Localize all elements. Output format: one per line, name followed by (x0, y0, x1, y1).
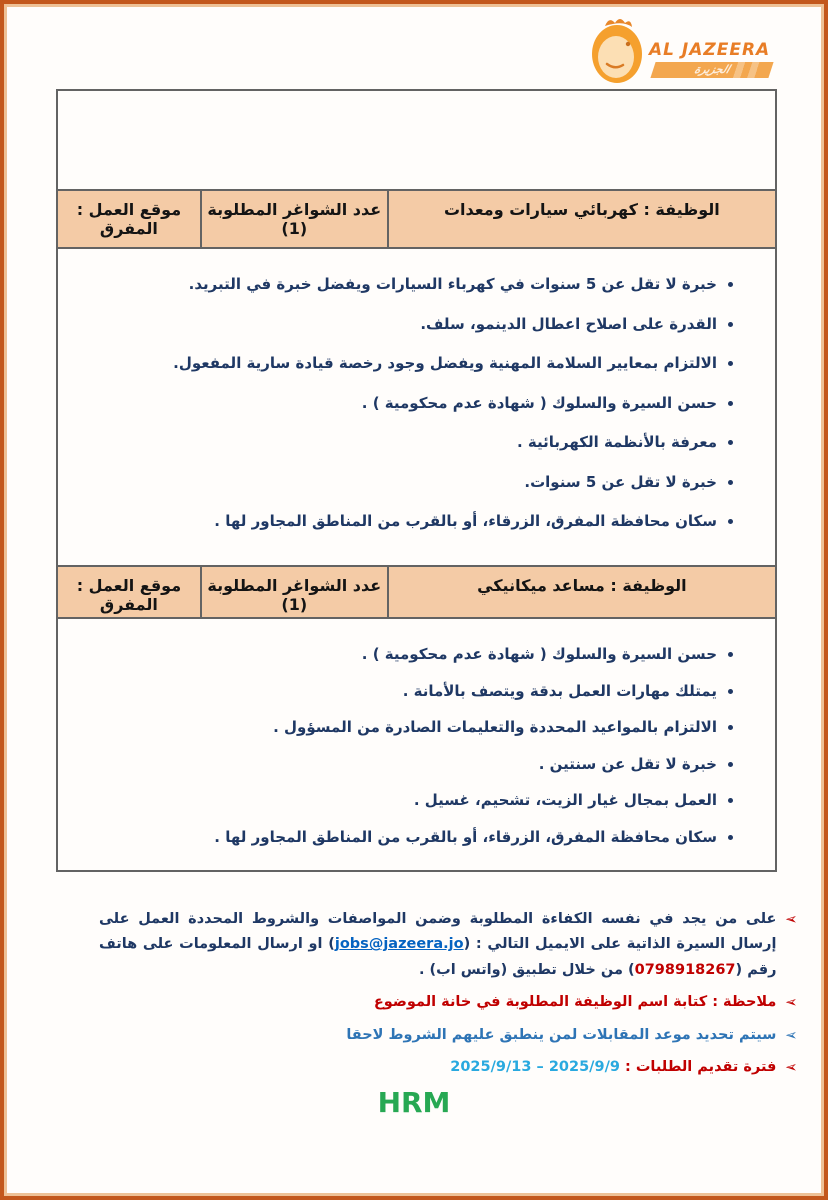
brand-wordmark: AL JAZEERA (649, 40, 771, 60)
job2-location-cell: موقع العمل : المفرق (57, 566, 201, 618)
requirement-item: • حسن السيرة والسلوك ( شهادة عدم محكومية ) . (82, 643, 717, 666)
arrowhead-bullet-icon: ➢ (785, 993, 798, 1012)
chick-mascot-icon (587, 14, 649, 90)
job1-vacancies-cell: عدد الشواغر المطلوبة (1) (201, 190, 388, 248)
brand-arabic-band: الجزيرة (650, 62, 773, 78)
empty-header-cell (57, 90, 776, 190)
note-period (99, 1055, 798, 1080)
footer-notes (99, 907, 798, 1087)
arrowhead-bullet-icon: ➢ (785, 1057, 798, 1076)
subject-note: ملاحظة : كتابة اسم الوظيفة المطلوبة في خانة الموضوع (373, 994, 777, 1011)
job1-requirements-cell (57, 248, 776, 566)
apply-instructions (99, 907, 776, 983)
requirement-item: • العمل بمجال غيار الزيت، تشحيم، غسيل . (82, 789, 717, 812)
apply-text-part3: ) من خلال تطبيق (واتس اب) . (418, 961, 635, 978)
requirement-item: • معرفة بالأنظمة الكهربائية . (82, 431, 717, 454)
jobs-table (56, 89, 777, 872)
table-row (57, 190, 776, 248)
arrowhead-bullet-icon: ➢ (785, 910, 798, 928)
table-row (57, 248, 776, 566)
requirement-item: • خبرة لا تقل عن 5 سنوات في كهرباء السيارات ويفضل خبرة في التبريد. (82, 273, 717, 296)
apply-text-part2: ) او ارسال المعلومات على هاتف رقم ( (99, 936, 777, 978)
period-label: فترة تقديم الطلبات : (619, 1058, 777, 1075)
aljazeera-logo (587, 14, 782, 86)
requirement-item: • خبرة لا تقل عن 5 سنوات. (82, 471, 717, 494)
requirement-item: • سكان محافظة المفرق، الزرقاء، أو بالقرب من المناطق المجاور لها . (82, 826, 717, 849)
requirement-item: • خبرة لا تقل عن سنتين . (82, 753, 717, 776)
table-row (57, 566, 776, 618)
application-period (450, 1055, 776, 1080)
table-row (57, 618, 776, 871)
phone-number: 0798918267 (634, 961, 736, 978)
apply-text-part1: على من يجد في نفسه الكفاءة المطلوبة وضمن المواصفات والشروط المحددة العمل على إرسال السيرة الذاتية على الايميل التالي : ( (99, 911, 777, 953)
job2-requirements-cell (57, 618, 776, 871)
requirement-item: • يمتلك مهارات العمل بدقة ويتصف بالأمانة . (82, 680, 717, 703)
job2-title-cell: الوظيفة : مساعد ميكانيكي (388, 566, 776, 618)
hrm-signature: HRM (377, 1086, 451, 1119)
requirement-item: • حسن السيرة والسلوك ( شهادة عدم محكومية ) . (82, 392, 717, 415)
period-dates: 2025/9/9 – 2025/9/13 (450, 1058, 620, 1075)
requirement-item: • الالتزام بمعايير السلامة المهنية ويفضل وجود رخصة قيادة سارية المفعول. (82, 352, 717, 375)
note-interview (99, 1023, 798, 1048)
note-subject (99, 990, 798, 1015)
requirement-item: • الالتزام بالمواعيد المحددة والتعليمات الصادرة من المسؤول . (82, 716, 717, 739)
job2-vacancies-cell: عدد الشواغر المطلوبة (1) (201, 566, 388, 618)
email-link[interactable]: jobs@jazeera.jo (334, 936, 464, 953)
job1-title-cell: الوظيفة : كهربائي سيارات ومعدات (388, 190, 776, 248)
requirement-item: • سكان محافظة المفرق، الزرقاء، أو بالقرب من المناطق المجاور لها . (82, 510, 717, 533)
note-apply (99, 907, 798, 983)
arrowhead-bullet-icon: ➢ (785, 1025, 798, 1044)
requirement-item: • القدرة على اصلاح اعطال الدينمو، سلف. (82, 313, 717, 336)
job1-location-cell: موقع العمل : المفرق (57, 190, 201, 248)
interview-note: سيتم تحديد موعد المقابلات لمن ينطبق عليهم الشروط لاحقا (346, 1026, 777, 1043)
job2-requirements-list (58, 643, 775, 848)
job1-requirements-list (58, 273, 775, 533)
table-row (57, 90, 776, 190)
